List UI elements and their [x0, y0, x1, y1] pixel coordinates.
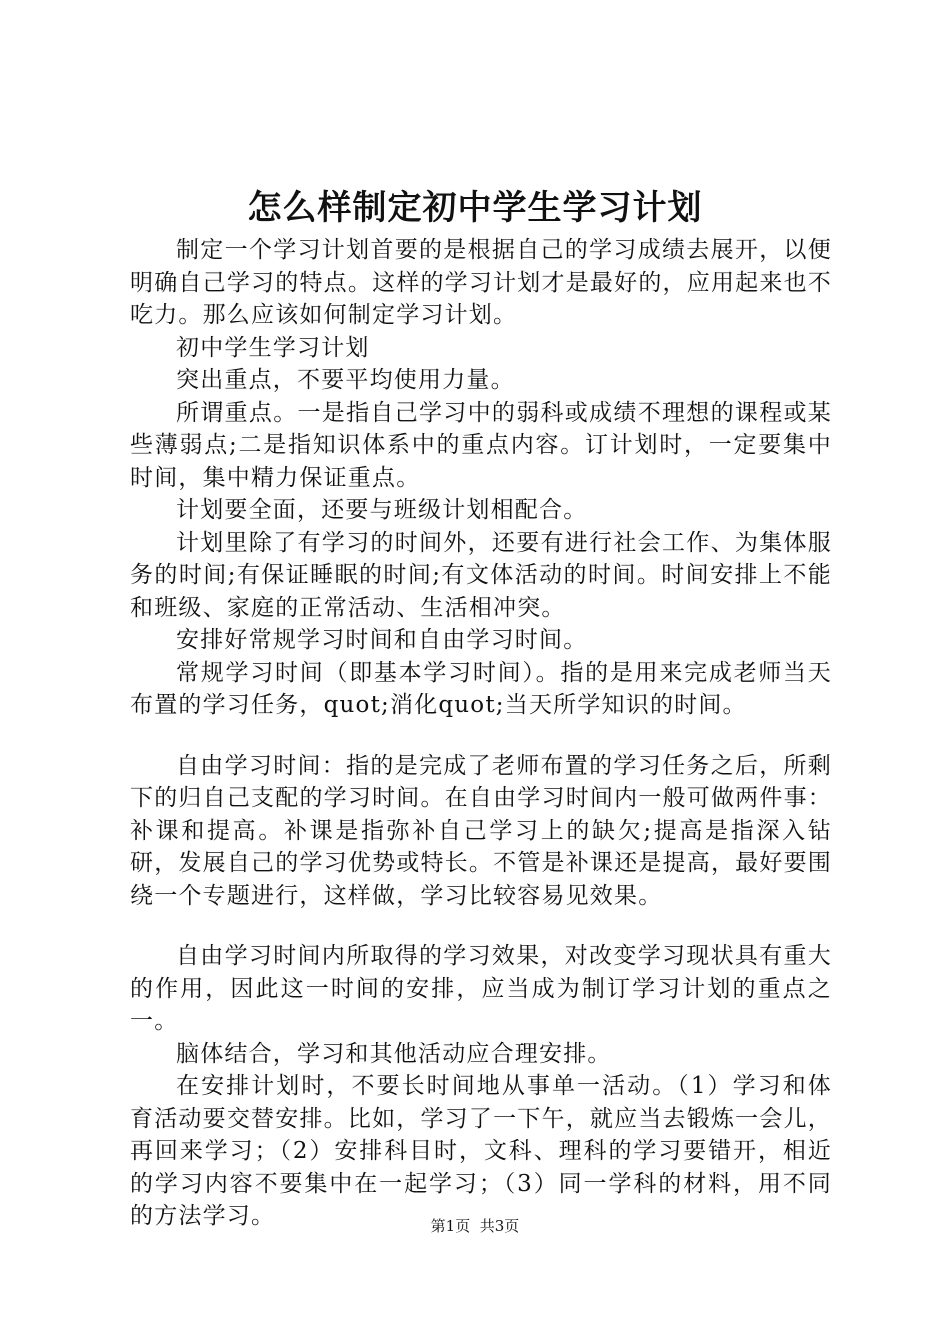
paragraph-free-time: 自由学习时间：指的是完成了老师布置的学习任务之后，所剩下的归自己支配的学习时间。在自由学习时间内一般可做两件事：补课和提高。补课是指弥补自己学习上的缺欠;提高是指深入钻研，发展自己的学习优势或特长。不管是补课还是提高，最好要围绕一个专题进行，这样做，学习比较容易见效果。	[130, 752, 832, 909]
paragraph-regular-time: 常规学习时间（即基本学习时间）。指的是用来完成老师当天布置的学习任务，quot;消化quot;当天所学知识的时间。	[130, 659, 832, 718]
paragraph-subtitle: 初中学生学习计划	[176, 334, 370, 361]
document-title: 怎么样制定初中学生学习计划	[247, 188, 703, 228]
paragraph-intro: 制定一个学习计划首要的是根据自己的学习成绩去展开，以便明确自己学习的特点。这样的学习计划才是最好的，应用起来也不吃力。那么应该如何制定学习计划。	[130, 237, 832, 328]
page-number: 第1页	[430, 1217, 471, 1235]
paragraph-comprehensive-body: 计划里除了有学习的时间外，还要有进行社会工作、为集体服务的时间;有保证睡眠的时间;有文体活动的时间。时间安排上不能和班级、家庭的正常活动、生活相冲突。	[130, 529, 832, 621]
paragraph-balance-body: 在安排计划时，不要长时间地从事单一活动。（1）学习和体育活动要交替安排。比如，学习了一下午，就应当去锻炼一会儿，再回来学习；（2）安排科目时，文科、理科的学习要错开，相近的学习内容不要集中在一起学习；（3）同一学科的材料，用不同的方法学习。	[130, 1073, 832, 1229]
paragraph-free-time-effect: 自由学习时间内所取得的学习效果，对改变学习现状具有重大的作用，因此这一时间的安排，应当成为制订学习计划的重点之一。	[130, 943, 832, 1034]
paragraph-focus-body: 所谓重点。一是指自己学习中的弱科或成绩不理想的课程或某些薄弱点;二是指知识体系中的重点内容。订计划时，一定要集中时间，集中精力保证重点。	[130, 399, 832, 491]
document-body	[130, 234, 832, 1233]
paragraph-focus-heading: 突出重点，不要平均使用力量。	[176, 367, 515, 393]
paragraph-balance-heading: 脑体结合，学习和其他活动应合理安排。	[176, 1040, 612, 1067]
paragraph-comprehensive-heading: 计划要全面，还要与班级计划相配合。	[176, 497, 588, 523]
paragraph-schedule-heading: 安排好常规学习时间和自由学习时间。	[176, 627, 588, 653]
page-total: 共3页	[479, 1217, 520, 1235]
page-footer	[0, 1216, 950, 1236]
